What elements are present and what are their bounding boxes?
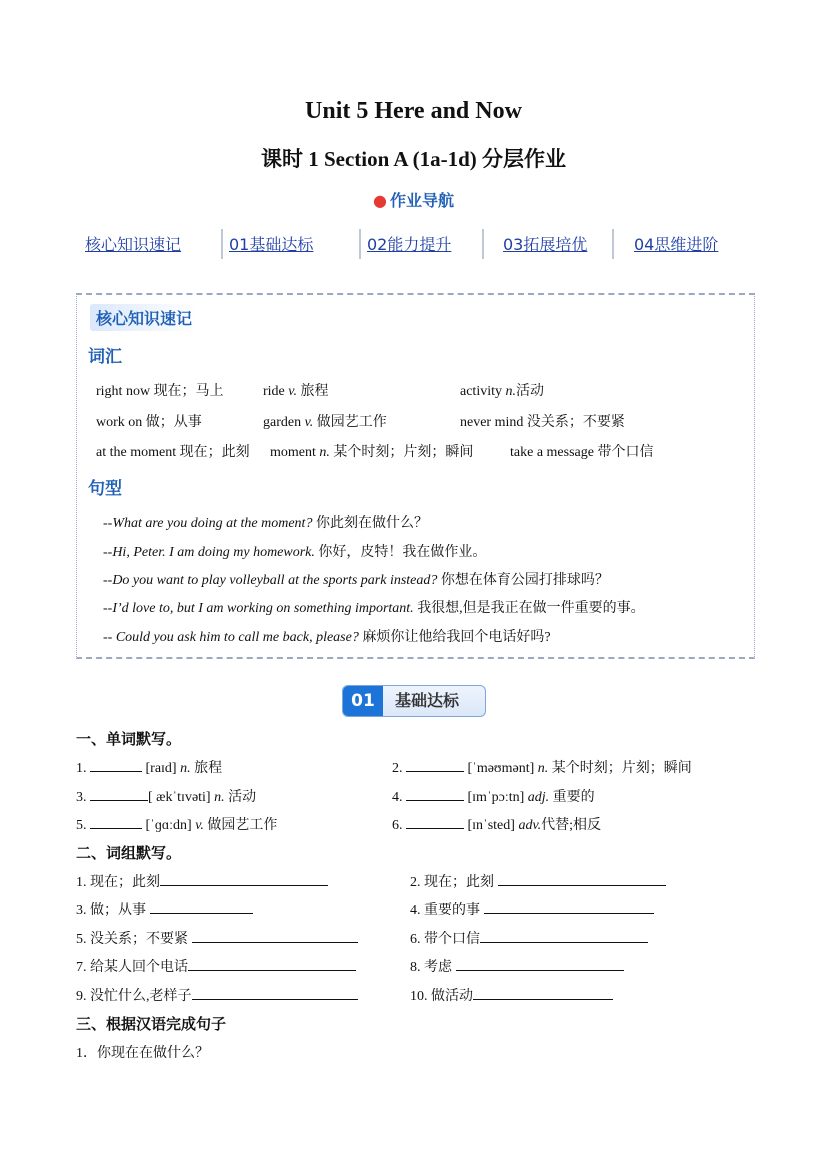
nav-divider	[359, 229, 361, 259]
part1-heading: 一、单词默写。	[76, 730, 182, 748]
phrase-question: 5. 没关系；不要紧	[76, 928, 358, 948]
vocab-item: moment n. 某个时刻；片刻；瞬间	[270, 445, 474, 460]
answer-blank[interactable]	[150, 899, 253, 914]
answer-blank[interactable]	[90, 814, 142, 829]
word-question: 1. [raɪd] n. 旅程	[76, 757, 222, 777]
phrase-question: 1. 现在；此刻	[76, 871, 328, 891]
nav-title-text: 作业导航	[389, 191, 454, 210]
vocab-item: activity n.活动	[460, 384, 544, 399]
nav-title	[0, 188, 827, 211]
word-question: 6. [ɪnˈsted] adv.代替;相反	[392, 814, 601, 834]
vocab-item: ride v. 旅程	[263, 384, 329, 399]
phrase-question: 6. 带个口信	[410, 928, 648, 948]
word-question: 2. [ˈməʊmənt] n. 某个时刻；片刻；瞬间	[392, 757, 692, 777]
nav-link-ability[interactable]: 02能力提升	[367, 235, 452, 254]
sentence-item: -- Could you ask him to call me back, please? 麻烦你让他给我回个电话好吗?	[103, 630, 551, 645]
answer-blank[interactable]	[473, 985, 613, 1000]
word-question: 3. [ ækˈtɪvəti] n. 活动	[76, 786, 256, 806]
vocab-item: garden v. 做园艺工作	[263, 415, 387, 430]
answer-blank[interactable]	[498, 871, 666, 886]
vocab-heading: 词汇	[88, 347, 122, 367]
phrase-question: 7. 给某人回个电话	[76, 956, 356, 976]
sentence-item: --What are you doing at the moment? 你此刻在做什么？	[103, 516, 428, 531]
nav-divider	[221, 229, 223, 259]
phrase-question: 3. 做；从事	[76, 899, 253, 919]
word-question: 4. [ɪmˈpɔːtn] adj. 重要的	[392, 786, 595, 806]
sentence-item: --I’d love to, but I am working on something important. 我很想,但是我正在做一件重要的事。	[103, 601, 645, 616]
answer-blank[interactable]	[406, 757, 464, 772]
answer-blank[interactable]	[456, 956, 624, 971]
answer-blank[interactable]	[90, 757, 142, 772]
answer-blank[interactable]	[406, 786, 464, 801]
part3-heading: 三、根据汉语完成句子	[76, 1015, 227, 1033]
knowledge-heading: 核心知识速记	[90, 304, 198, 331]
location-pin-icon: ●	[373, 191, 387, 210]
page-title: Unit 5 Here and Now	[305, 98, 522, 124]
nav-link-thinking[interactable]: 04思维进阶	[634, 235, 719, 254]
badge-label: 基础达标	[395, 691, 460, 710]
sentence-item: --Hi, Peter. I am doing my homework. 你好，皮特！我在做作业。	[103, 545, 487, 560]
answer-blank[interactable]	[192, 985, 358, 1000]
answer-blank[interactable]	[90, 786, 148, 801]
nav-link-knowledge[interactable]: 核心知识速记	[85, 235, 182, 254]
vocab-item: never mind 没关系；不要紧	[460, 415, 625, 430]
nav-link-basic[interactable]: 01基础达标	[229, 235, 314, 254]
sentence-question: 1．你现在在做什么？	[76, 1046, 209, 1061]
answer-blank[interactable]	[192, 928, 358, 943]
phrase-question: 8. 考虑	[410, 956, 624, 976]
answer-blank[interactable]	[406, 814, 464, 829]
nav-link-extension[interactable]: 03拓展培优	[503, 235, 588, 254]
answer-blank[interactable]	[160, 871, 328, 886]
vocab-item: at the moment 现在；此刻	[96, 445, 250, 460]
phrase-question: 10. 做活动	[410, 985, 613, 1005]
badge-number: 01	[343, 686, 383, 716]
sentence-item: --Do you want to play volleyball at the sports park instead? 你想在体育公园打排球吗？	[103, 573, 609, 588]
section-badge	[342, 685, 486, 717]
answer-blank[interactable]	[188, 956, 356, 971]
answer-blank[interactable]	[480, 928, 648, 943]
nav-divider	[612, 229, 614, 259]
nav-divider	[482, 229, 484, 259]
word-question: 5. [ˈɡɑːdn] v. 做园艺工作	[76, 814, 277, 834]
sentence-heading: 句型	[88, 479, 122, 499]
answer-blank[interactable]	[484, 899, 654, 914]
page-subtitle: 课时 1 Section A (1a-1d) 分层作业	[260, 147, 567, 171]
phrase-question: 2. 现在；此刻	[410, 871, 666, 891]
vocab-item: take a message 带个口信	[510, 445, 654, 460]
vocab-item: work on 做；从事	[96, 415, 202, 430]
part2-heading: 二、词组默写。	[76, 844, 182, 862]
phrase-question: 4. 重要的事	[410, 899, 654, 919]
phrase-question: 9. 没忙什么,老样子	[76, 985, 358, 1005]
vocab-item: right now 现在；马上	[96, 384, 224, 399]
